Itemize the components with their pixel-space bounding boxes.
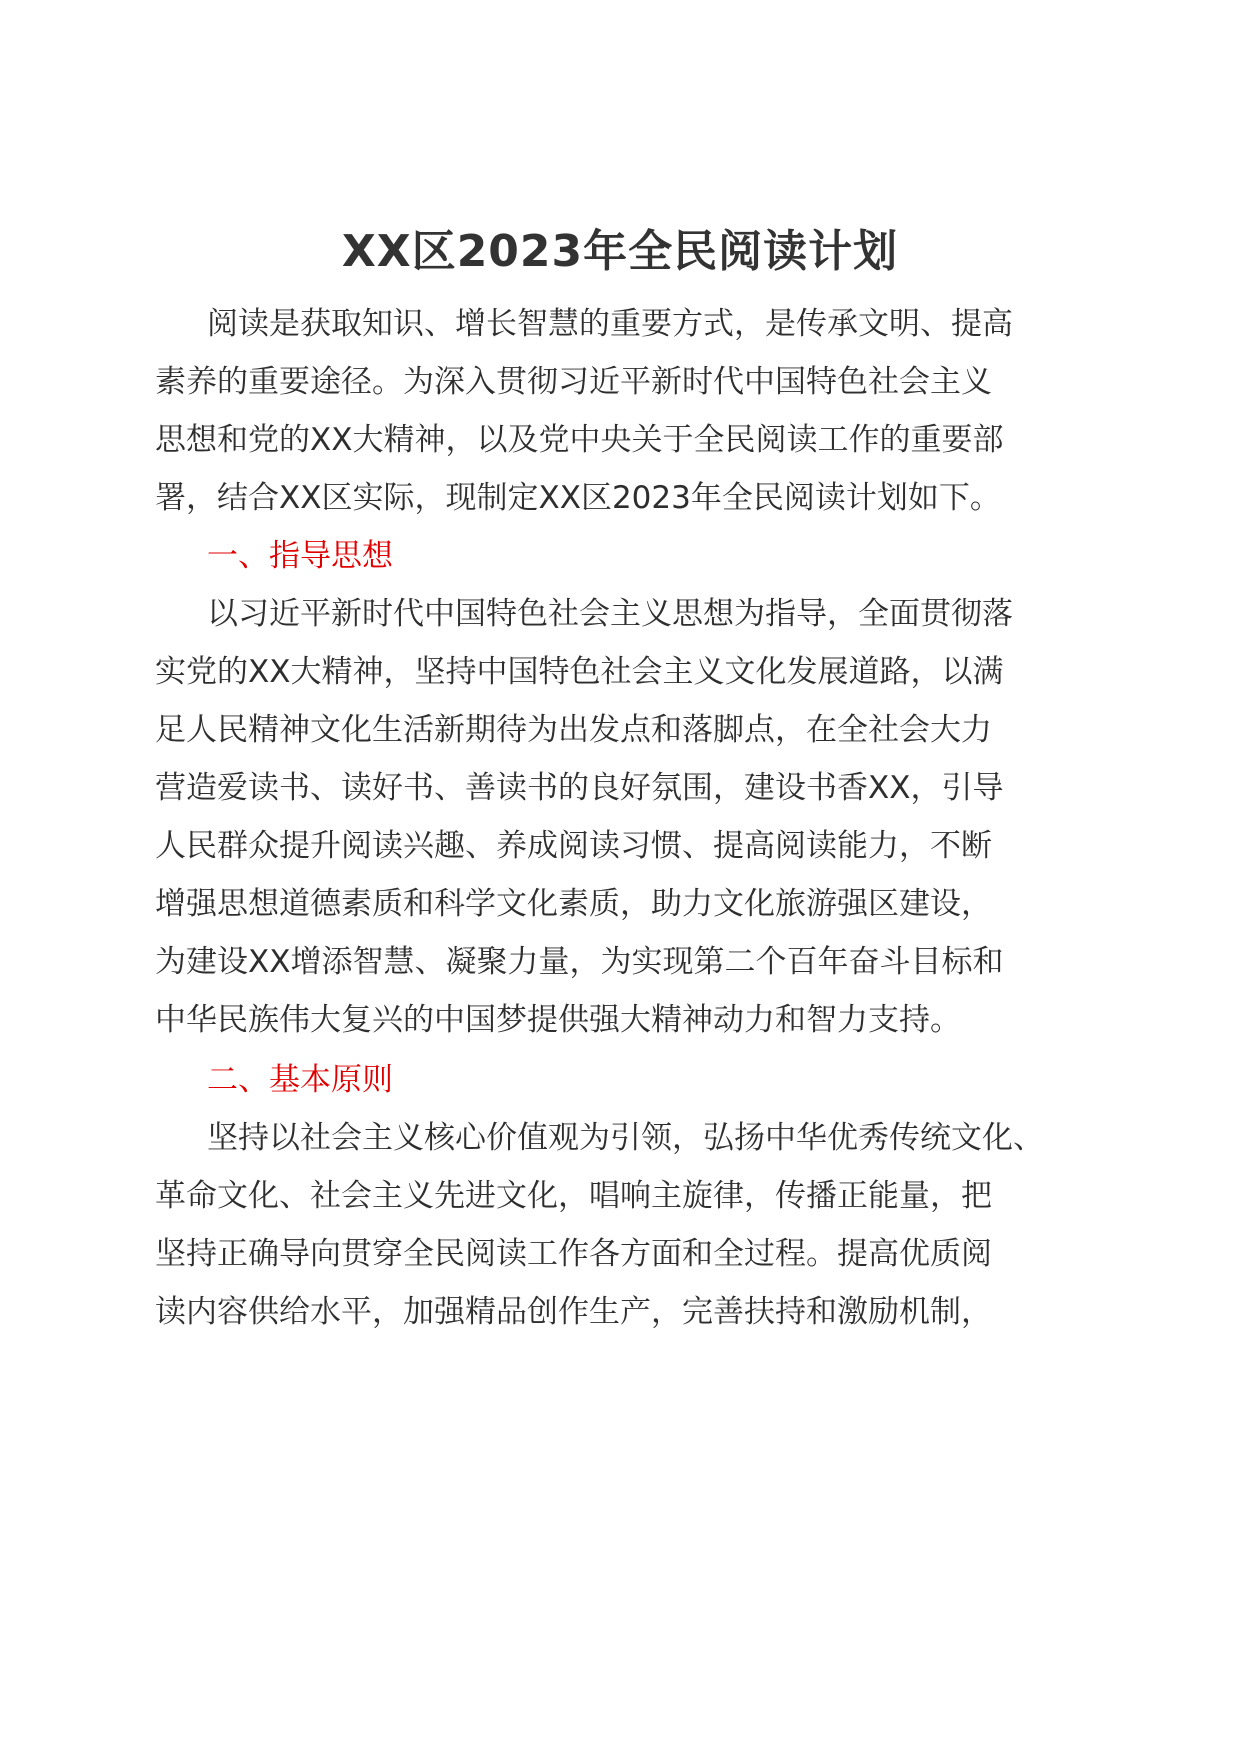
section1-line-7: 为建设XX增添智慧、凝聚力量，为实现第二个百年奋斗目标和: [155, 944, 1004, 980]
intro-line-4: 署，结合XX区实际，现制定XX区2023年全民阅读计划如下。: [155, 480, 1001, 516]
section1-line-4: 营造爱读书、读好书、善读书的良好氛围，建设书香XX，引导: [155, 770, 1004, 806]
intro-line-2: 素养的重要途径。为深入贯彻习近平新时代中国特色社会主义: [155, 364, 992, 400]
section2-line-1: 坚持以社会主义核心价值观为引领，弘扬中华优秀传统文化、: [207, 1120, 1044, 1156]
section2-line-3: 坚持正确导向贯穿全民阅读工作各方面和全过程。提高优质阅: [155, 1236, 992, 1272]
intro-line-1: 阅读是获取知识、增长智慧的重要方式，是传承文明、提高: [207, 306, 1013, 342]
section-heading-guiding-ideology: 一、指导思想: [207, 538, 393, 574]
section1-line-6: 增强思想道德素质和科学文化素质，助力文化旅游强区建设，: [155, 886, 992, 922]
section1-line-5: 人民群众提升阅读兴趣、养成阅读习惯、提高阅读能力，不断: [155, 828, 992, 864]
section1-line-8: 中华民族伟大复兴的中国梦提供强大精神动力和智力支持。: [155, 1002, 961, 1038]
section1-line-1: 以习近平新时代中国特色社会主义思想为指导，全面贯彻落: [207, 596, 1013, 632]
section-heading-basic-principles: 二、基本原则: [207, 1062, 393, 1098]
section2-line-2: 革命文化、社会主义先进文化，唱响主旋律，传播正能量，把: [155, 1178, 992, 1214]
section1-line-2: 实党的XX大精神，坚持中国特色社会主义文化发展道路，以满: [155, 654, 1004, 690]
intro-line-3: 思想和党的XX大精神，以及党中央关于全民阅读工作的重要部: [155, 422, 1004, 458]
section2-line-4: 读内容供给水平，加强精品创作生产，完善扶持和激励机制，: [155, 1294, 992, 1330]
section1-line-3: 足人民精神文化生活新期待为出发点和落脚点，在全社会大力: [155, 712, 992, 748]
document-title: XX区2023年全民阅读计划: [341, 226, 899, 277]
